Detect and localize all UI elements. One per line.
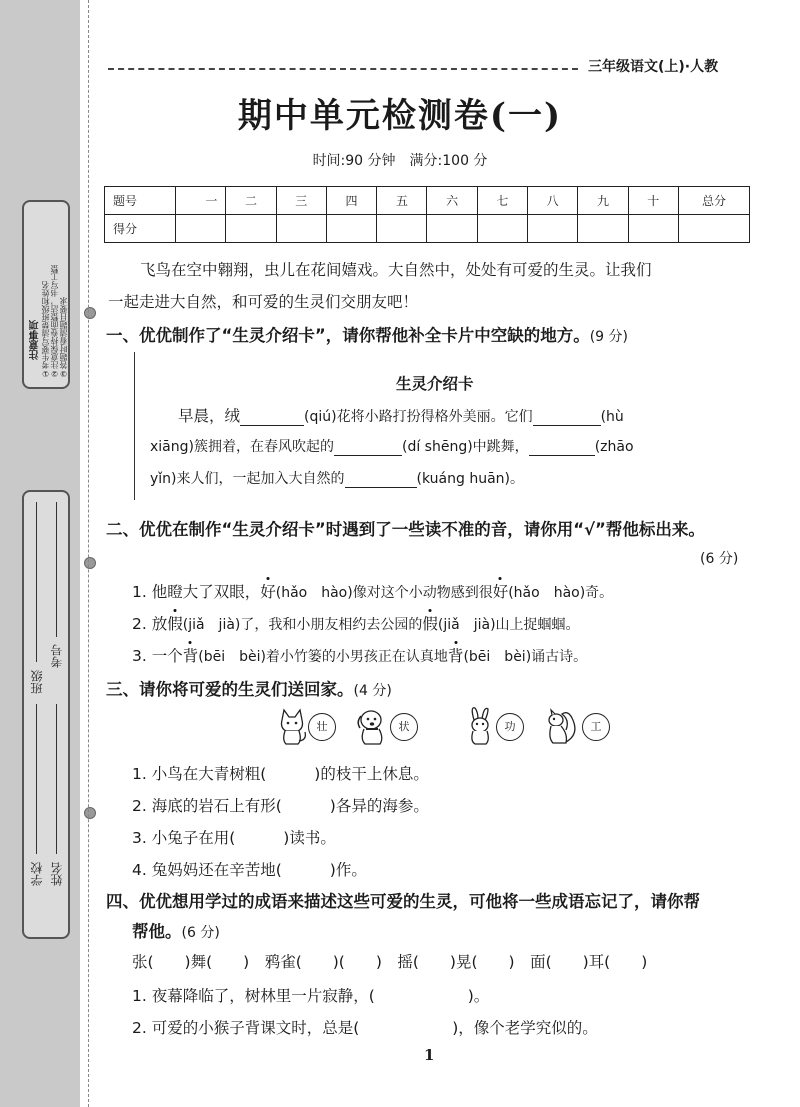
q2-1-dotted-2: 好	[493, 580, 509, 602]
score-input-4[interactable]	[326, 215, 376, 243]
q2-1b[interactable]: (hǎo hào)像对这个小动物感到很	[275, 585, 493, 601]
cell-q5: 五	[377, 187, 427, 215]
card-border	[134, 352, 135, 500]
punch-hole-2	[84, 557, 96, 569]
punch-hole-3	[84, 807, 96, 819]
house-gong-2: 工	[582, 713, 610, 741]
page-title: 期中单元检测卷(一)	[237, 96, 563, 136]
score-input-1[interactable]	[176, 215, 226, 243]
q2-1a: 1. 他瞪大了双眼，	[132, 583, 261, 601]
punch-hole-1	[84, 307, 96, 319]
cell-q3: 三	[276, 187, 326, 215]
q4-sentence-2[interactable]: 2. 可爱的小猴子背课文时，总是( )，像个老学究似的。	[132, 1019, 598, 1037]
cell-label: 题号	[105, 187, 176, 215]
q3-sentence-3	[132, 826, 336, 848]
blank-qiu[interactable]	[240, 409, 304, 426]
cell-q10: 十	[628, 187, 678, 215]
score-value-row	[105, 215, 750, 243]
cell-q9: 九	[578, 187, 628, 215]
intro-line-1: 飞鸟在空中翱翔，虫儿在花间嬉戏。大自然中，处处有可爱的生灵。让我们	[140, 261, 652, 279]
q2-3-dotted-1: 背	[183, 644, 199, 666]
q4-sentence-1[interactable]: 1. 夜幕降临了，树林里一片寂静，( )。	[132, 987, 490, 1005]
q3-4b: )作。	[329, 861, 367, 879]
dog-icon	[354, 706, 390, 746]
score-input-5[interactable]	[377, 215, 427, 243]
school-label: 学校	[30, 862, 44, 886]
q3-sentence-1	[132, 762, 429, 784]
q2-2c[interactable]: (jiǎ jià)山上捉蝈蝈。	[437, 617, 580, 633]
intro-line-2: 一起走进大自然，和可爱的生灵们交朋友吧！	[108, 293, 419, 311]
number-line[interactable]	[56, 502, 57, 637]
card-1a: 早晨，绒	[178, 407, 241, 425]
card-3b: (kuáng huān)。	[416, 471, 524, 487]
header-rule	[108, 68, 578, 70]
q2-points: (6 分)	[700, 551, 739, 567]
cell-score-label: 得分	[105, 215, 176, 243]
score-input-total[interactable]	[678, 215, 749, 243]
q2-2a: 2. 放	[132, 615, 168, 633]
q2-2b[interactable]: (jiǎ jià)了，我和小朋友相约去公园的	[182, 617, 423, 633]
name-line[interactable]	[56, 704, 57, 854]
house-zhuang-1: 壮	[308, 713, 336, 741]
q2-title: 二、优优在制作“生灵介绍卡”时遇到了一些读不准的音，请你用“√”帮他标出来。	[106, 520, 705, 539]
house-gong-1: 功	[496, 713, 524, 741]
q2-1c[interactable]: (hǎo hào)奇。	[508, 585, 614, 601]
q4-title-line-2	[132, 918, 220, 942]
exam-meta: 时间:90 分钟 满分:100 分	[312, 153, 488, 169]
score-header-row	[105, 187, 750, 215]
q2-3a: 3. 一个	[132, 647, 183, 665]
q3-title-text: 三、请你将可爱的生灵们送回家。	[106, 680, 354, 699]
q3-sentence-2	[132, 794, 429, 816]
student-info-box	[22, 490, 70, 939]
notice-line-2: ②注意保持卷面整洁，书写工整	[50, 265, 59, 378]
card-title: 生灵介绍卡	[396, 375, 474, 393]
q1-title	[106, 322, 628, 346]
score-input-7[interactable]	[477, 215, 527, 243]
class-label: 班级	[30, 670, 44, 694]
q4-title-line-1: 四、优优想用学过的成语来描述这些可爱的生灵，可他将一些成语忘记了，请你帮	[106, 892, 700, 911]
card-2a: xiāng)簇拥着，在春风吹起的	[150, 439, 334, 455]
q2-sentence-2	[132, 612, 580, 634]
score-input-6[interactable]	[427, 215, 477, 243]
q3-1a: 1. 小鸟在大青树粗(	[132, 765, 267, 783]
card-2b: (dí shēng)中跳舞，	[401, 439, 529, 455]
score-table	[104, 186, 750, 243]
q3-title	[106, 676, 392, 700]
class-line[interactable]	[36, 502, 37, 662]
card-line-3	[150, 468, 524, 488]
notice-line-3: ③答题时看清题目要求	[59, 297, 68, 378]
q3-1b: )的枝干上休息。	[314, 765, 429, 783]
q1-points: (9 分)	[589, 329, 628, 345]
page-number: 1	[424, 1046, 435, 1064]
card-3a: yǐn)来人们，一起加入大自然的	[150, 471, 345, 487]
score-input-3[interactable]	[276, 215, 326, 243]
squirrel-icon	[542, 706, 578, 746]
score-input-8[interactable]	[528, 215, 578, 243]
cell-q4: 四	[326, 187, 376, 215]
q2-3-dotted-2: 背	[448, 644, 464, 666]
q1-title-text: 一、优优制作了“生灵介绍卡”，请你帮他补全卡片中空缺的地方。	[106, 326, 590, 345]
q2-3c[interactable]: (bēi bèi)诵古诗。	[463, 649, 588, 665]
q4-title2-text: 帮他。	[132, 922, 182, 941]
q3-4a: 4. 兔妈妈还在辛苦地(	[132, 861, 282, 879]
rabbit-icon	[462, 706, 498, 746]
card-line-1	[178, 404, 624, 426]
q2-sentence-1	[132, 580, 613, 602]
q3-2a: 2. 海底的岩石上有形(	[132, 797, 282, 815]
q2-sentence-3	[132, 644, 587, 666]
q4-points: (6 分)	[181, 925, 220, 941]
q4-idioms[interactable]: 张( )舞( ) 鸦雀( )( ) 摇( )晃( ) 面( )耳( )	[132, 953, 648, 971]
cell-total: 总分	[678, 187, 749, 215]
score-input-10[interactable]	[628, 215, 678, 243]
q3-3a: 3. 小兔子在用(	[132, 829, 236, 847]
blank-zhao[interactable]	[529, 439, 595, 456]
score-input-2[interactable]	[226, 215, 276, 243]
notice-box	[22, 200, 70, 389]
grade-subject-tag: 三年级语文(上)·人教	[588, 59, 719, 75]
score-input-9[interactable]	[578, 215, 628, 243]
card-1c: (hù	[600, 409, 624, 425]
cell-q7: 七	[477, 187, 527, 215]
q3-2b: )各异的海参。	[329, 797, 429, 815]
cat-icon	[274, 706, 310, 746]
q3-points: (4 分)	[353, 683, 392, 699]
card-line-2	[150, 436, 634, 456]
q2-3b[interactable]: (bēi bèi)着小竹篓的小男孩正在认真地	[198, 649, 448, 665]
q2-1-dotted-1: 好	[260, 580, 276, 602]
cell-q2: 二	[226, 187, 276, 215]
q3-sentence-4	[132, 858, 367, 880]
name-label: 姓名	[50, 862, 64, 886]
q3-3b: )读书。	[283, 829, 336, 847]
blank-disheng[interactable]	[334, 439, 402, 456]
house-zhuang-2: 状	[390, 713, 418, 741]
blank-kuanghuan[interactable]	[345, 471, 417, 488]
notice-title: 注意事项	[30, 320, 41, 360]
cell-q1: 一	[176, 187, 226, 215]
card-1b: (qiú)花将小路打扮得格外美丽。它们	[304, 409, 533, 425]
blank-hu[interactable]	[533, 409, 601, 426]
card-2c: (zhāo	[594, 439, 634, 455]
notice-line-1: ①考生要写清楚班级和姓名	[41, 281, 50, 378]
number-label: 考号	[50, 644, 64, 668]
q2-2-dotted-1: 假	[167, 612, 183, 634]
cell-q8: 八	[528, 187, 578, 215]
q2-2-dotted-2: 假	[422, 612, 438, 634]
school-line[interactable]	[36, 704, 37, 854]
cell-q6: 六	[427, 187, 477, 215]
